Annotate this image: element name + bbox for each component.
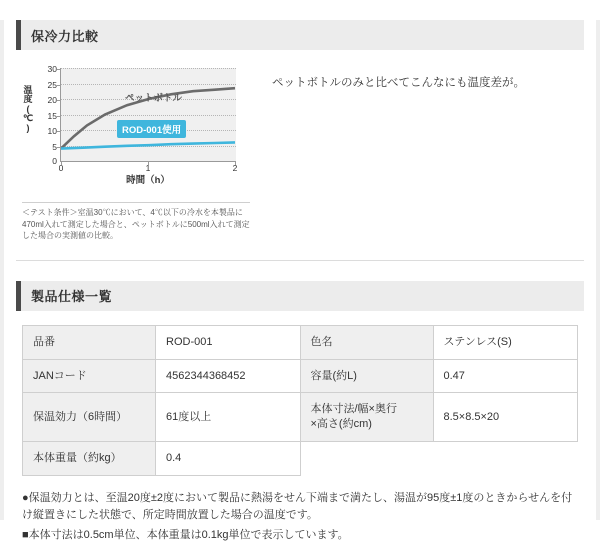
spec-label-dimensions: 本体寸法/幅×奥行 ×高さ(約cm) — [300, 393, 433, 442]
cooling-chart-block — [16, 50, 584, 242]
y-tick-30: 30 — [47, 64, 57, 74]
spec-value-dimensions: 8.5×8.5×20 — [433, 393, 578, 442]
table-row — [23, 325, 578, 359]
series-label-pet-bottle: ペットボトル — [125, 93, 183, 104]
spec-label-product-number: 品番 — [23, 325, 156, 359]
section-header-spec — [16, 281, 584, 311]
spec-label-capacity: 容量(約L) — [300, 359, 433, 393]
y-tick-5: 5 — [52, 141, 57, 152]
chart-caption: ＜テスト条件＞室温30℃において、4℃以下の冷水を本製品に470ml入れて測定した場合と、ペットボトルに500ml入れて測定した場合の実測値の比較。 — [22, 202, 250, 242]
y-tick-0: 0 — [52, 156, 57, 166]
note-dimensions: ■本体寸法は0.5cm単位、本体重量は0.1kg単位で表示しています。 — [22, 529, 349, 542]
spec-value-heat-retention: 61度以上 — [156, 393, 301, 442]
section-title-cooling: 保冷力比較 — [31, 28, 99, 44]
x-tick-2: 2 — [232, 163, 238, 173]
note-heat-retention: ●保温効力とは、至温20度±2度において製品に熱湯をせん下端まで満たし、湯温が95度±1度のときからせんを付け縦置きにした状態で、所定時間放置した場合の温度です。 — [22, 492, 573, 522]
spec-label-jan-code: JANコード — [23, 359, 156, 393]
x-tick-1: 1 — [145, 163, 151, 173]
chart-column — [22, 64, 254, 242]
y-tick-20: 20 — [47, 95, 57, 105]
spec-table-wrapper — [16, 311, 584, 476]
chart-plot-area — [47, 64, 238, 173]
product-page — [0, 20, 600, 542]
chart-series-svg — [61, 68, 237, 162]
page-right-edge — [596, 20, 600, 520]
cooling-chart — [22, 64, 250, 186]
spec-value-product-number: ROD-001 — [156, 325, 301, 359]
spec-label-weight: 本体重量（約kg） — [23, 442, 156, 476]
series-label-rod-001: ROD-001使用 — [117, 120, 186, 138]
spec-value-capacity: 0.47 — [433, 359, 578, 393]
y-tick-25: 25 — [47, 79, 57, 90]
spec-notes — [16, 476, 584, 544]
table-row — [23, 359, 578, 393]
spec-table — [22, 325, 578, 476]
chart-x-axis-title: 時間（h） — [126, 175, 170, 186]
spec-empty-cell-2 — [433, 442, 578, 476]
section-divider — [16, 260, 584, 261]
section-header-cooling — [16, 20, 584, 50]
series-line-rod-001 — [61, 142, 235, 148]
spec-label-color: 色名 — [300, 325, 433, 359]
spec-value-weight: 0.4 — [156, 442, 301, 476]
spec-label-heat-retention: 保温効力（6時間） — [23, 393, 156, 442]
spec-empty-cell-1 — [300, 442, 433, 476]
page-left-edge — [0, 20, 4, 520]
chart-y-axis-title: 温 度 ( ℃ ) — [22, 85, 34, 133]
y-tick-15: 15 — [47, 110, 57, 121]
table-row — [23, 442, 578, 476]
spec-value-color: ステンレス(S) — [433, 325, 578, 359]
chart-note: ペットボトルのみと比べてこんなにも温度差が。 — [272, 77, 525, 89]
section-title-spec: 製品仕様一覧 — [31, 289, 113, 305]
x-tick-0: 0 — [58, 163, 64, 173]
table-row — [23, 393, 578, 442]
spec-value-jan-code: 4562344368452 — [156, 359, 301, 393]
y-tick-10: 10 — [47, 126, 57, 136]
